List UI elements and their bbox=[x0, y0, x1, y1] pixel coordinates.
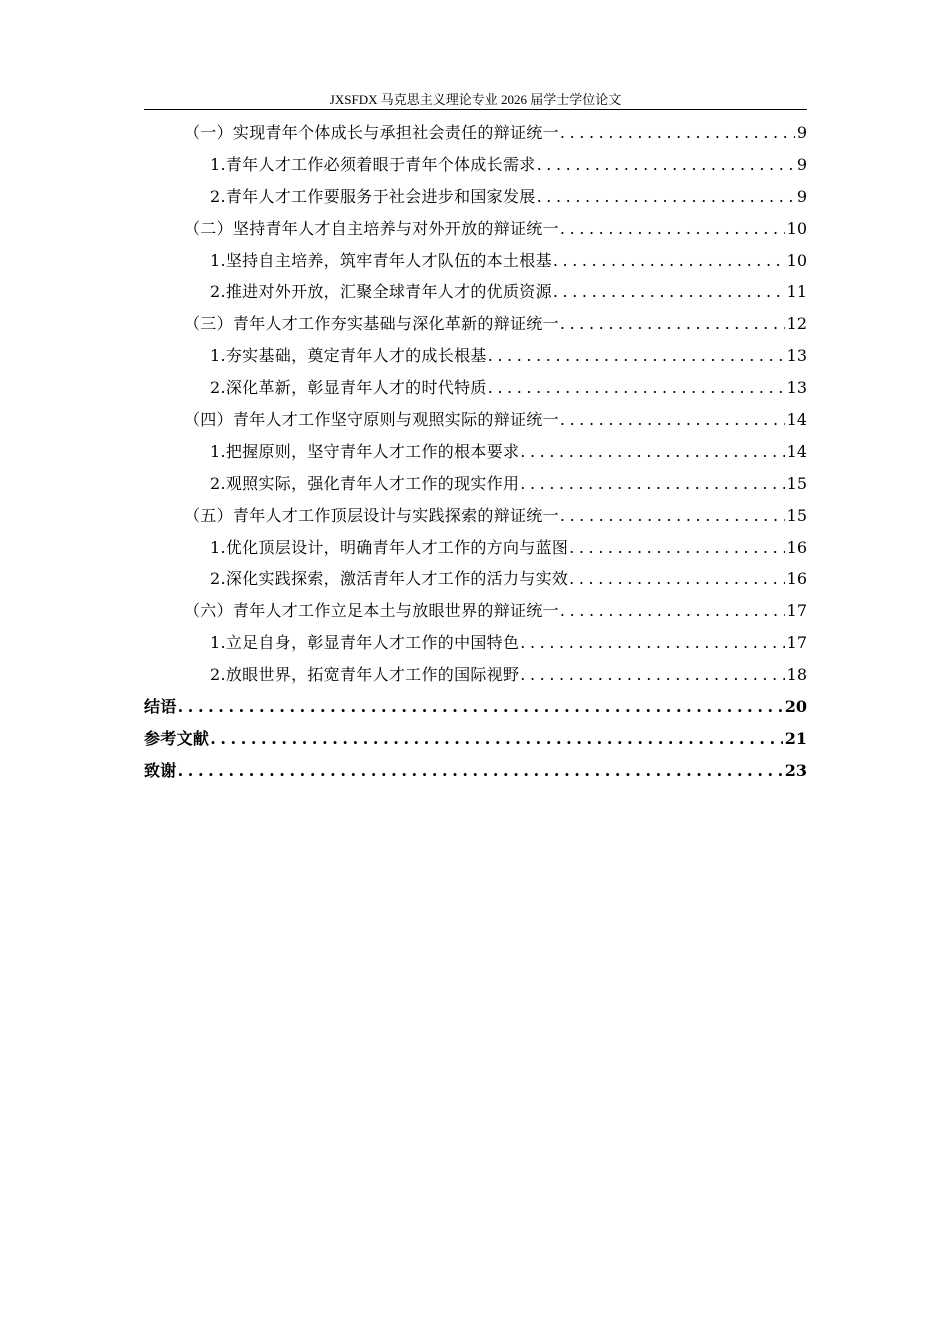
toc-page-number: 21 bbox=[784, 728, 807, 748]
toc-leader-dots bbox=[559, 595, 785, 627]
toc-leader-dots bbox=[177, 755, 783, 787]
toc-entry-title: 1.立足自身，彰显青年人才工作的中国特色 bbox=[210, 633, 520, 653]
toc-leader-dots bbox=[568, 532, 784, 564]
toc-leader-dots bbox=[568, 563, 784, 595]
toc-page-number: 9 bbox=[796, 123, 807, 142]
toc-page-number: 14 bbox=[786, 441, 807, 461]
toc-leader-dots bbox=[519, 436, 784, 468]
toc-entry[interactable] bbox=[144, 595, 807, 627]
toc-leader-dots bbox=[209, 723, 783, 755]
toc-page-number: 17 bbox=[786, 601, 807, 621]
toc-entry-title: 2.推进对外开放，汇聚全球青年人才的优质资源 bbox=[210, 282, 552, 302]
toc-leader-dots bbox=[559, 404, 785, 436]
toc-entry-title: 1.把握原则，坚守青年人才工作的根本要求 bbox=[210, 441, 520, 461]
toc-entry-title: 1.夯实基础，奠定青年人才的成长根基 bbox=[210, 346, 487, 366]
toc-entry-title: （五）青年人才工作顶层设计与实践探索的辩证统一 bbox=[184, 505, 559, 525]
toc-page-number: 14 bbox=[786, 410, 807, 430]
toc-page-number: 18 bbox=[786, 665, 807, 685]
toc-page-number: 12 bbox=[786, 314, 807, 334]
toc-entry[interactable] bbox=[144, 563, 807, 595]
toc-entry-title: 1.优化顶层设计，明确青年人才工作的方向与蓝图 bbox=[210, 537, 569, 557]
toc-entry-title: 参考文献 bbox=[144, 728, 210, 748]
toc-entry[interactable] bbox=[144, 500, 807, 532]
toc-page-number: 20 bbox=[784, 697, 807, 717]
toc-page-number: 23 bbox=[784, 760, 807, 780]
toc-leader-dots bbox=[536, 149, 795, 181]
toc-entry-title: 2.深化革新，彰显青年人才的时代特质 bbox=[210, 378, 487, 398]
toc-entry-title: 2.深化实践探索，激活青年人才工作的活力与实效 bbox=[210, 569, 569, 589]
toc-leader-dots bbox=[487, 372, 785, 404]
toc-entry[interactable] bbox=[144, 372, 807, 404]
toc-leader-dots bbox=[519, 627, 784, 659]
toc-leader-dots bbox=[552, 276, 785, 308]
toc-page-number: 9 bbox=[796, 186, 807, 206]
toc-entry-title: 1.坚持自主培养，筑牢青年人才队伍的本土根基 bbox=[210, 250, 552, 270]
toc-leader-dots bbox=[559, 117, 795, 149]
toc-page-number: 13 bbox=[786, 378, 807, 398]
toc-leader-dots bbox=[519, 659, 784, 691]
toc-entry[interactable] bbox=[144, 117, 807, 149]
header-rule bbox=[144, 109, 807, 110]
toc-entry-title: （六）青年人才工作立足本土与放眼世界的辩证统一 bbox=[184, 601, 559, 621]
toc-page-number: 16 bbox=[786, 569, 807, 589]
toc-page-number: 10 bbox=[786, 250, 807, 270]
toc-entry-title: （一）实现青年个体成长与承担社会责任的辩证统一 bbox=[184, 123, 559, 142]
toc-entry[interactable] bbox=[144, 308, 807, 340]
toc-page-number: 11 bbox=[786, 282, 807, 302]
toc-entry[interactable] bbox=[144, 723, 807, 755]
toc-leader-dots bbox=[559, 500, 785, 532]
toc-entry[interactable] bbox=[144, 245, 807, 277]
toc-entry-title: （二）坚持青年人才自主培养与对外开放的辩证统一 bbox=[184, 218, 559, 238]
toc-entry[interactable] bbox=[144, 181, 807, 213]
table-of-contents bbox=[144, 117, 807, 787]
toc-page-number: 10 bbox=[786, 218, 807, 238]
toc-entry[interactable] bbox=[144, 468, 807, 500]
toc-entry-title: 致谢 bbox=[144, 760, 177, 780]
toc-page-number: 13 bbox=[786, 346, 807, 366]
toc-entry[interactable] bbox=[144, 436, 807, 468]
toc-leader-dots bbox=[177, 691, 783, 723]
toc-leader-dots bbox=[519, 468, 784, 500]
toc-leader-dots bbox=[559, 308, 785, 340]
toc-page-number: 15 bbox=[786, 505, 807, 525]
toc-entry[interactable] bbox=[144, 659, 807, 691]
toc-leader-dots bbox=[487, 340, 785, 372]
toc-entry[interactable] bbox=[144, 627, 807, 659]
toc-entry-title: 结语 bbox=[144, 697, 177, 717]
toc-entry[interactable] bbox=[144, 532, 807, 564]
page-header: JXSFDX 马克思主义理论专业 2026 届学士学位论文 bbox=[329, 92, 622, 107]
toc-entry[interactable] bbox=[144, 149, 807, 181]
toc-entry[interactable] bbox=[144, 213, 807, 245]
toc-entry[interactable] bbox=[144, 755, 807, 787]
toc-entry-title: （三）青年人才工作夯实基础与深化革新的辩证统一 bbox=[184, 314, 559, 334]
toc-leader-dots bbox=[552, 245, 785, 277]
toc-page-number: 9 bbox=[796, 154, 807, 174]
toc-leader-dots bbox=[536, 181, 795, 213]
toc-entry-title: 2.放眼世界，拓宽青年人才工作的国际视野 bbox=[210, 665, 520, 685]
toc-page-number: 17 bbox=[786, 633, 807, 653]
toc-leader-dots bbox=[559, 213, 785, 245]
toc-entry-title: 2.青年人才工作要服务于社会进步和国家发展 bbox=[210, 186, 536, 206]
toc-entry-title: 1.青年人才工作必须着眼于青年个体成长需求 bbox=[210, 154, 536, 174]
toc-entry[interactable] bbox=[144, 276, 807, 308]
toc-entry-title: （四）青年人才工作坚守原则与观照实际的辩证统一 bbox=[184, 410, 559, 430]
toc-entry[interactable] bbox=[144, 404, 807, 436]
toc-entry[interactable] bbox=[144, 691, 807, 723]
toc-entry-title: 2.观照实际，强化青年人才工作的现实作用 bbox=[210, 473, 520, 493]
toc-page-number: 16 bbox=[786, 537, 807, 557]
toc-page-number: 15 bbox=[786, 473, 807, 493]
toc-entry[interactable] bbox=[144, 340, 807, 372]
